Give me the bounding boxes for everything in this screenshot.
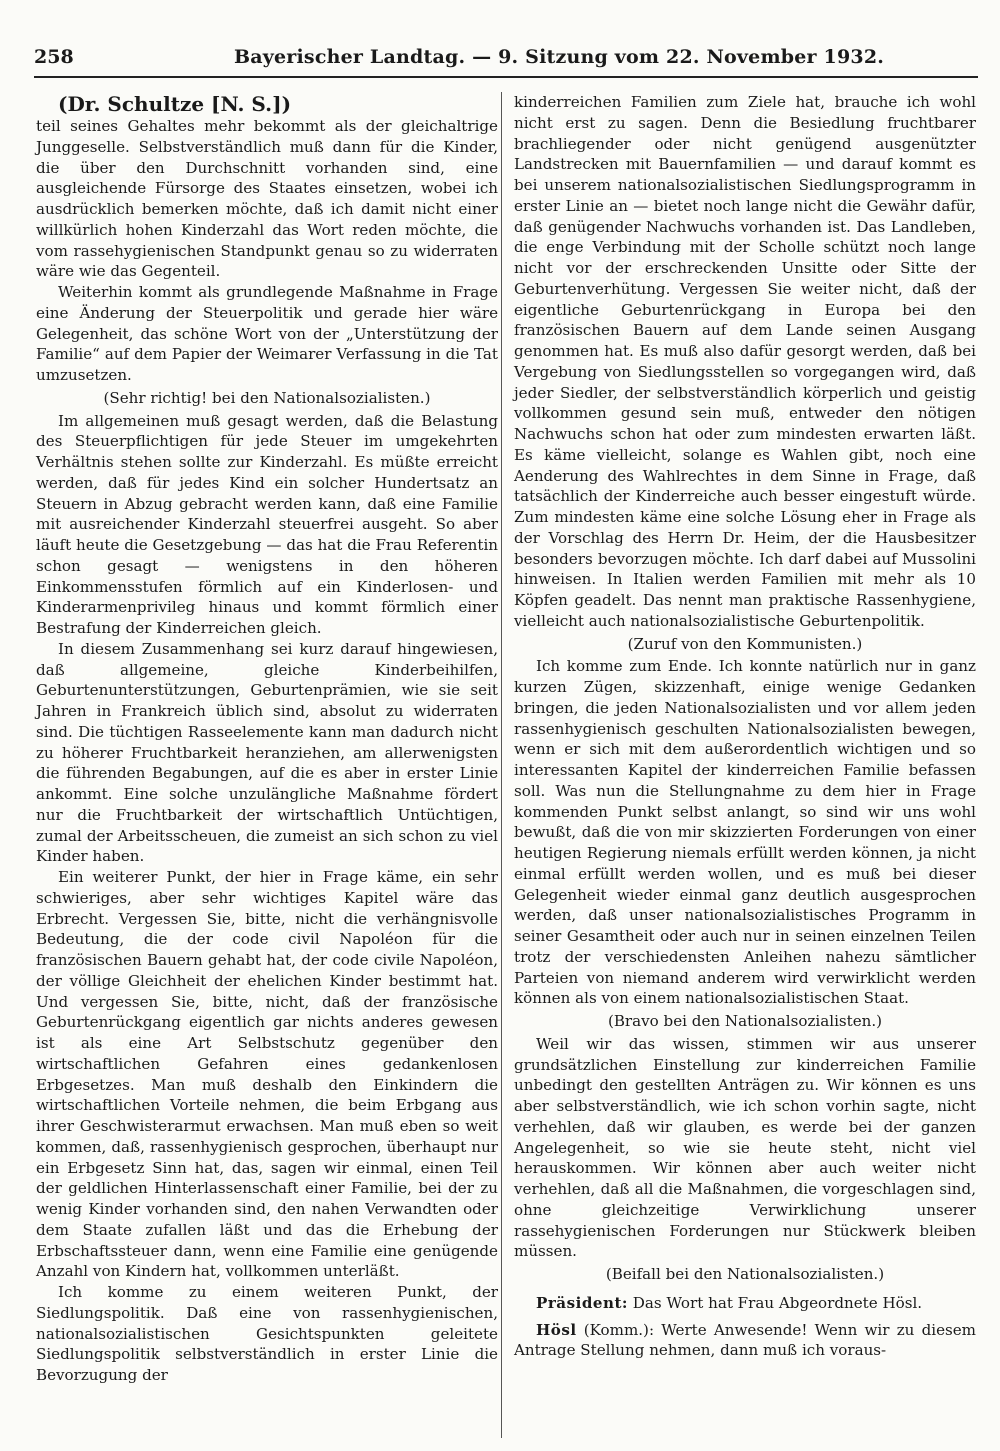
page-number: 258 — [34, 46, 74, 68]
speech-text: Das Wort hat Frau Abgeordnete Hösl. — [628, 1293, 923, 1312]
paragraph: Ich komme zum Ende. Ich konnte natürlich nur in ganz kurzen Zügen, skizzenhaft, einige wenige Gedanken bringen, die jeden Nationalsozialisten und vor allem jeden rassenhygienisch geschulten Nationalsozialisten bewegen, wenn er sich mit dem außerordentlich wichtigen und so interessanten Kapitel der kinderreichen Familie befassen soll. Was nun die Stellungnahme zu dem hier in Frage kommenden Punkt selbst anlangt, so sind wir uns wohl bewußt, daß die von mir skizzierten Forderungen von einer heutigen Regierung niemals erfüllt werden können, ja nicht einmal erfüllt werden wollen, und es muß bei dieser Gelegenheit wieder einmal ganz deutlich ausgesprochen werden, daß unser nationalsozialistisches Programm in seiner Gesamtheit oder auch nur in seinen einzelnen Teilen trotz der verschiedensten Anleihen nahezu sämtlicher Parteien von niemand anderem wird verwirklicht werden können als von einem nationalsozialistischen Staat. — [514, 657, 976, 1008]
right-column — [514, 92, 976, 1361]
interjection: (Bravo bei den Nationalsozialisten.) — [607, 1012, 883, 1030]
paragraph: Weil wir das wissen, stimmen wir aus unserer grundsätzlichen Einstellung zur kinderreichen Familie unbedingt den gestellten Anträgen zu. Wir können es uns aber selbstverständlich, wie ich schon vorhin sagte, nicht verhehlen, daß wir glauben, es werde bei der ganzen Angelegenheit, so wie sie heute steht, nicht viel herauskommen. Wir können aber auch weiter nicht verhehlen, daß all die Maßnahmen, die vorgeschlagen sind, ohne gleichzeitige Verwirklichung unserer rassehygienischen Forderungen nur Stückwerk bleiben müssen. — [514, 1034, 976, 1261]
page-header — [34, 40, 978, 78]
paragraph-hoesl — [514, 1320, 976, 1362]
speaker-name: Hösl — [536, 1320, 577, 1339]
left-column — [36, 92, 498, 1386]
interjection: (Zuruf von den Kommunisten.) — [627, 634, 863, 653]
paragraph-president — [514, 1293, 976, 1314]
speaker-heading: (Dr. Schultze [N. S.]) — [58, 92, 292, 116]
running-title: Bayerischer Landtag. — 9. Sitzung vom 22. November 1932. — [234, 46, 885, 68]
paragraph: Ein weiterer Punkt, der hier in Frage käme, ein sehr schwieriges, aber sehr wichtiges Kapitel wäre das Erbrecht. Vergessen Sie, bitte, nicht die verhängnisvolle Bedeutung, die der code civil Napoléon für die französischen Bauern gehabt hat, der code civile Napoléon, der völlige Gleichheit der ehelichen Kinder bestimmt hat. Und vergessen Sie, bitte, nicht, daß der französische Geburtenrückgang eigentlich gar nichts anderes gewesen ist als eine Art Selbstschutz gegenüber den wirtschaftlichen Gefahren eines gedankenlosen Erbgesetzes. Man muß deshalb den Einkindern die wirtschaftlichen Vorteile nehmen, die beim Erbgang aus ihrer Geschwisterarmut erwachsen. Man muß eben so weit kommen, daß, rassenhygienisch gesprochen, überhaupt nur ein Erbgesetz Sinn hat, das, sagen wir einmal, einen Teil der geldlichen Hinterlassenschaft einer Familie, bei der zu wenig Kinder vorhanden sind, den nahen Verwandten oder dem Staate zufallen läßt und das die Erhebung der Erbschaftssteuer dann, wenn eine Familie eine genügende Anzahl von Kindern hat, vollkommen unterläßt. — [36, 868, 498, 1281]
paragraph: In diesem Zusammenhang sei kurz darauf hingewiesen, daß allgemeine, gleiche Kinderbeihilfen, Geburtenunterstützungen, Geburtenprämien, wie sie seit Jahren in Frankreich üblich sind, absolut zu widerraten sind. Die tüchtigen Rasseelemente kann man dadurch nicht zu höherer Fruchtbarkeit heranziehen, am allerwenigsten die führenden Begabungen, auf die es aber in erster Linie ankommt. Eine solche unzulängliche Maßnahme fördert nur die Fruchtbarkeit der wirtschaftlich Untüchtigen, zumal der Arbeitsscheuen, die zumeist an sich schon zu viel Kinder haben. — [36, 639, 498, 866]
paragraph: kinderreichen Familien zum Ziele hat, brauche ich wohl nicht erst zu sagen. Denn die Besiedlung fruchtbarer brachliegender oder nicht genügend ausgenützter Landstrecken mit Bauernfamilien — und darauf kommt es bei unserem nationalsozialistischen Siedlungsprogramm in erster Linie an — bietet noch lange nicht die Gewähr dafür, daß genügender Nachwuchs vorhanden ist. Das Landleben, die enge Verbindung mit der Scholle schützt noch lange nicht vor der erschreckenden Unsitte oder Sitte der Geburtenverhütung. Vergessen Sie weiter nicht, daß der eigentliche Geburtenrückgang in Europa bei den französischen Bauern auf dem Lande seinen Ausgang genommen hat. Es muß also dafür gesorgt werden, daß bei Vergebung von Siedlungsstellen so vorgegangen wird, daß jeder Siedler, der selbstverständlich körperlich und geistig vollkommen gesund sein muß, entweder den nötigen Nachwuchs schon hat oder zum mindesten erwarten läßt. Es käme vielleicht, solange es Wahlen gibt, noch eine Aenderung des Wahlrechtes in dem Sinne in Frage, daß tatsächlich der Kinderreiche auch besser eingestuft würde. Zum mindesten käme eine solche Lösung eher in Frage als der Vorschlag des Herrn Dr. Heim, der die Hausbesitzer besonders bevorzugen möchte. Ich darf dabei auf Mussolini hinweisen. In Italien werden Familien mit mehr als 10 Köpfen geadelt. Das nennt man praktische Rassenhygiene, vielleicht auch nationalsozialistische Geburtenpolitik. — [514, 93, 976, 630]
speaker-name: Präsident: — [536, 1293, 628, 1312]
paragraph: Im allgemeinen muß gesagt werden, daß die Belastung des Steuerpflichtigen für jede Steuer im umgekehrten Verhältnis stehen sollte zur Kinderzahl. Es müßte erreicht werden, daß für jedes Kind ein solcher Hundertsatz an Steuern in Abzug gebracht werden kann, daß eine Familie mit ausreichender Kinderzahl steuerfrei ausgeht. So aber läuft heute die Gesetzgebung — das hat die Frau Referentin schon gesagt — wenigstens in den höheren Einkommensstufen förmlich auf ein Kinderlosen- und Kinderarmenprivileg hinaus und kommt förmlich einer Bestrafung der Kinderreichen gleich. — [36, 411, 498, 637]
paragraph: Weiterhin kommt als grundlegende Maßnahme in Frage eine Änderung der Steuerpolitik und gerade hier wäre Gelegenheit, das schöne Wort von der „Unterstützung der Familie“ auf dem Papier der Weimarer Verfassung in die Tat umzusetzen. — [36, 283, 498, 384]
paragraph: Ich komme zu einem weiteren Punkt, der Siedlungspolitik. Daß eine von rassenhygienischen, nationalsozialistischen Gesichtspunkten geleitete Siedlungspolitik selbstverständlich in erster Linie die Bevorzugung der — [36, 1283, 498, 1384]
interjection: (Sehr richtig! bei den Nationalsozialisten.) — [103, 388, 431, 407]
interjection: (Beifall bei den Nationalsozialisten.) — [605, 1265, 885, 1283]
speech-text: (Komm.): Werte Anwesende! Wenn wir zu diesem Antrage Stellung nehmen, dann muß ich voraus- — [514, 1320, 976, 1360]
paragraph: teil seines Gehaltes mehr bekommt als der gleichaltrige Junggeselle. Selbstverständlich muß dann für die Kinder, die über den Durchschnitt vorhanden sind, eine ausgleichende Fürsorge des Staates einsetzen, wobei ich ausdrücklich bemerken möchte, daß ich damit nicht einer willkürlich hohen Kinderzahl das Wort reden möchte, die vom rassehygienischen Standpunkt genau so zu widerraten wäre wie das Gegenteil. — [36, 117, 498, 281]
column-divider — [501, 92, 502, 1438]
